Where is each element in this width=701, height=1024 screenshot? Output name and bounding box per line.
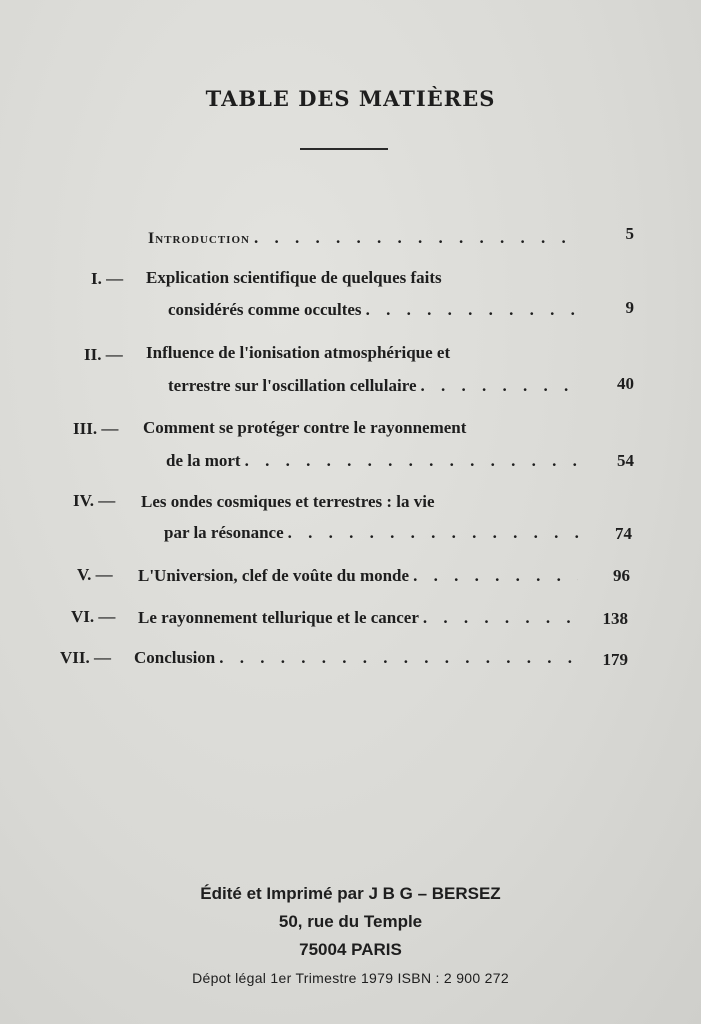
- toc-entry-text-line: [141, 492, 581, 512]
- toc-page-number: 74: [615, 524, 632, 543]
- toc-entry-text: Le rayonnement tellurique et le cancer: [138, 608, 419, 627]
- toc-entry-text-line: [143, 418, 581, 438]
- toc-entry-text: considérés comme occultes: [168, 300, 362, 319]
- dot-leader: [284, 523, 580, 543]
- toc-entry-text-line: [168, 376, 580, 396]
- toc-entry-text-line: [134, 648, 578, 668]
- toc-entry-text-line: [138, 608, 578, 628]
- dot-leader: [215, 648, 578, 668]
- dot-leader: [362, 300, 580, 320]
- publisher-line: Édité et Imprimé par J B G – BERSEZ: [200, 884, 501, 903]
- toc-entry-text-line: [164, 523, 580, 543]
- toc-entry-text: terrestre sur l'oscillation cellulaire: [168, 376, 417, 395]
- toc-page-number: 9: [625, 298, 634, 317]
- toc-entry-text: Les ondes cosmiques et terrestres : la vie: [141, 492, 435, 511]
- legal-deposit: Dépot légal 1er Trimestre 1979 ISBN : 2 900 272: [192, 970, 509, 986]
- toc-entry-text: Influence de l'ionisation atmosphérique et: [146, 343, 451, 362]
- toc-entry-text-line: [146, 268, 582, 288]
- toc-page-number: 179: [602, 650, 628, 669]
- toc-chapter-number: IV. —: [73, 491, 116, 510]
- toc-entry-text: Conclusion: [134, 648, 216, 667]
- toc-chapter-number: II. —: [84, 345, 123, 364]
- toc-entry-text-line: [138, 566, 578, 586]
- toc-chapter-number: III. —: [73, 419, 119, 438]
- toc-entry-text-line: [166, 451, 580, 471]
- dot-leader: [419, 608, 578, 628]
- dot-leader: [409, 566, 578, 586]
- toc-entry-text: L'Universion, clef de voûte du monde: [138, 566, 410, 585]
- toc-page-number: 138: [602, 609, 628, 628]
- toc-chapter-number: VI. —: [71, 607, 116, 626]
- toc-entry-text: Introduction: [148, 230, 250, 247]
- toc-chapter-number: I. —: [91, 269, 124, 288]
- toc-entry-text-line: [168, 300, 580, 320]
- dot-leader: [417, 376, 581, 396]
- toc-page-number: 5: [625, 224, 634, 243]
- dot-leader: [250, 228, 580, 248]
- publisher-city: 75004 PARIS: [299, 940, 402, 959]
- dot-leader: [241, 451, 580, 471]
- toc-page-number: 96: [613, 566, 630, 585]
- toc-entry-text: Explication scientifique de quelques faits: [146, 268, 442, 287]
- toc-entry-text-line: [146, 343, 582, 363]
- toc-chapter-number: V. —: [77, 565, 113, 584]
- toc-entry-text: Comment se protéger contre le rayonnement: [143, 418, 467, 437]
- toc-page-number: 54: [617, 451, 634, 470]
- toc-entry-text: par la résonance: [164, 523, 284, 542]
- toc-entry-introduction: [148, 228, 580, 248]
- publisher-address: 50, rue du Temple: [278, 912, 423, 931]
- toc-page-number: 40: [617, 374, 634, 393]
- toc-chapter-number: VII. —: [60, 648, 112, 667]
- page-title: TABLE DES MATIÈRES: [205, 86, 496, 111]
- toc-entry-text: de la mort: [166, 451, 241, 470]
